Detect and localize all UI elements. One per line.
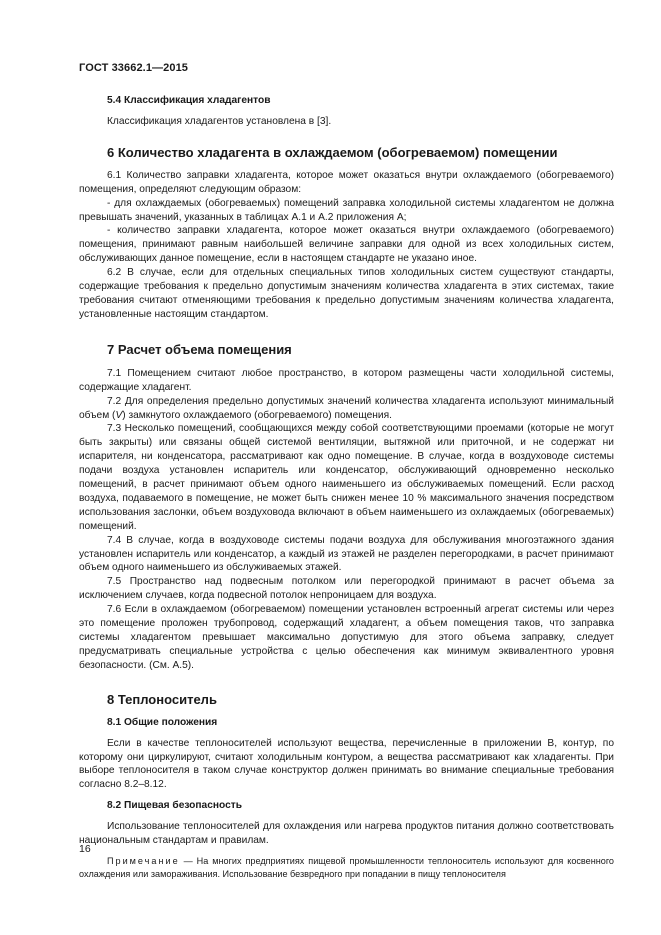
- paragraph: Если в качестве теплоносителей используют вещества, перечисленные в приложении В, контур, по которому они циркулируют, считают холодильным контуром, а вещества рассматривают как хладагенты. При выборе теплоносителя в таком случае конструктор должен принимать во внимание специальные требования согласно 8.2–8.12.: [79, 737, 614, 791]
- section-heading-8: 8 Теплоноситель: [107, 691, 217, 707]
- section-heading-6: 6 Количество хладагента в охлаждаемом (обогреваемом) помещении: [107, 144, 558, 160]
- note-label: Примечание: [107, 855, 180, 866]
- paragraph: Классификация хладагентов установлена в [3].: [107, 115, 332, 127]
- note-text: — На многих предприятиях пищевой промышленности теплоноситель используют для косвенного охлаждения или замораживания. Использование безвредного при попадании в пищу теплоносителя: [79, 855, 614, 879]
- paragraph: [79, 395, 614, 423]
- paragraph: 7.6 Если в охлаждаемом (обогреваемом) помещении установлен встроенный агрегат системы или через это помещение проложен трубопровод, содержащий хладагент, а объем помещения таков, что заправка системы хладагентом превышает максимально допустимую для этого объема заправку, следует предусматривать специальные устройства с целью обеспечения как минимум эквивалентного уровня безопасности. (См. А.5).: [79, 604, 614, 671]
- section-heading-5-4: 5.4 Классификация хладагентов: [107, 95, 271, 106]
- paragraph: 7.4 В случае, когда в воздуховоде системы подачи воздуха для обслуживания многоэтажного здания установлен испаритель или конденсатор, а каждый из этажей не разделен перегородками, в расчет принимают объем одного наименьшего из обслуживаемых этажей.: [79, 534, 614, 574]
- note: [79, 855, 614, 881]
- page-number: 16: [79, 843, 91, 855]
- volume-symbol: V: [115, 409, 123, 421]
- paragraph: 6.2 В случае, если для отдельных специальных типов холодильных систем существуют стандарты, содержащие требования к предельно допустимым значениям количества хладагента в этих системах, такие требования считают отменяющими требования к предельно допустимым значениям количества хладагента, установленные настоящим стандартом.: [79, 267, 614, 320]
- subsection-heading-8-2: 8.2 Пищевая безопасность: [107, 800, 243, 812]
- subsection-heading-8-1: 8.1 Общие положения: [107, 716, 218, 728]
- section-heading-7: 7 Расчет объема помещения: [107, 341, 292, 357]
- page-content: [79, 90, 614, 881]
- paragraph: - для охлаждаемых (обогреваемых) помещений заправка холодильной системы хладагентом не должна превышать значений, указанных в таблицах А.1 и А.2 приложения А;: [79, 197, 614, 223]
- paragraph-text: 7.2 Для определения предельно допустимых значений количества хладагента используют минимальный объем (: [79, 395, 614, 421]
- paragraph: 7.3 Несколько помещений, сообщающихся между собой соответствующими проемами (которые не могут быть закрыты) или связаны общей системой вентиляции, вытяжной или приточной, и не содержат ни испарителя, ни конденсатора, рассматривают как одно помещение. В случае, когда в воздуховоде системы подачи воздуха установлен испаритель или конденсатор, обслуживающий одновременно несколько помещений, в расчет принимают объем одного наименьшего из обслуживаемых помещений. Если расход воздуха, подаваемого в помещение, не может быть снижен менее 10 % максимального значения посредством использования заслонки, объем воздуховода включают в объем наименьшего из охлаждаемых (обогреваемых) помещений.: [79, 423, 614, 532]
- paragraph-text: ) замкнутого охлаждаемого (обогреваемого) помещения.: [122, 409, 392, 421]
- paragraph: - количество заправки хладагента, которое может оказаться внутри охлаждаемого (обогреваемого) помещения, принимают равным наибольшей величине заправки для одной из всех холодильных систем, обслуживающих данное помещение, если в настоящем стандарте не указано иное.: [79, 225, 614, 265]
- paragraph: Использование теплоносителей для охлаждения или нагрева продуктов питания должно соответствовать национальным стандартам и правилам.: [79, 821, 614, 847]
- document-code: ГОСТ 33662.1—2015: [79, 62, 189, 74]
- paragraph: 7.1 Помещением считают любое пространство, в котором размещены части холодильной системы, содержащие хладагент.: [79, 367, 614, 393]
- paragraph: 7.5 Пространство над подвесным потолком или перегородкой принимают в расчет объема за исключением случаев, когда подвесной потолок непроницаем для воздуха.: [79, 576, 614, 602]
- paragraph: 6.1 Количество заправки хладагента, которое может оказаться внутри охлаждаемого (обогреваемого) помещения, определяют следующим образом:: [79, 169, 614, 195]
